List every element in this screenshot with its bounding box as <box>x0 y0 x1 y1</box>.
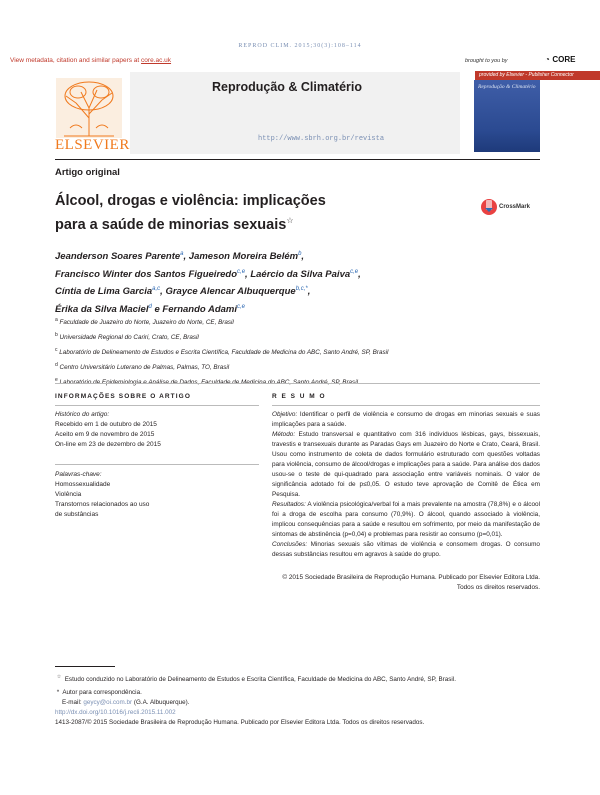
info-rule <box>55 405 259 406</box>
affiliation-key: d <box>55 362 58 369</box>
keywords-block <box>55 470 259 520</box>
crossmark-label[interactable]: CrossMark <box>499 204 531 210</box>
author-aff[interactable]: b <box>298 251 302 257</box>
affiliation-text: Centro Universitário Luterano de Palmas, Palmas, TO, Brasil <box>59 364 230 372</box>
history-online: On-line em 23 de dezembro de 2015 <box>55 441 161 448</box>
abstract-objetivo <box>272 410 540 430</box>
journal-reference: REPROD CLIM. 2015;30(3):108–114 <box>238 43 362 49</box>
footnote-study-text: Estudo conduzido no Laboratório de Delineamento de Estudos e Escrita Científica, Faculdade de Medicina do ABC, Santo André, SP, Brasil. <box>64 676 456 684</box>
footnote-rule <box>55 666 115 667</box>
author-aff[interactable]: d <box>148 303 152 310</box>
affiliation-key: c <box>55 347 58 354</box>
journal-cover-title: Reprodução & Climatério <box>478 84 536 90</box>
author-aff[interactable]: c,e <box>350 268 359 275</box>
footnote-star-mark: ☆ <box>56 674 62 680</box>
author-list <box>55 247 495 318</box>
resultados-label: Resultados: <box>272 501 306 508</box>
author-conjunction: e <box>154 304 160 316</box>
title-footnote-mark: ☆ <box>286 216 294 225</box>
elsevier-wordmark: ELSEVIER <box>55 137 130 153</box>
copyright-line2: Todos os direitos reservados. <box>456 584 540 591</box>
footnotes <box>55 672 540 728</box>
affiliation-item <box>55 314 535 329</box>
core-metadata-text: View metadata, citation and similar papers at <box>10 57 142 64</box>
affiliation-text: Laboratório de Delineamento de Estudos e Escrita Científica, Faculdade de Medicina do ABC, Santo André, SP, Brasil <box>59 349 389 357</box>
keyword: Transtornos relacionados ao uso <box>55 501 150 508</box>
journal-cover-image <box>474 80 540 152</box>
article-history <box>55 410 259 450</box>
objetivo-label: Objetivo: <box>272 411 298 418</box>
abstract-conclusoes <box>272 540 540 560</box>
affiliation-item <box>55 344 535 359</box>
author-aff[interactable]: a,c <box>152 286 161 293</box>
author-name: Jeanderson Soares Parente <box>55 251 181 263</box>
conclusoes-label: Conclusões: <box>272 541 308 548</box>
email-link[interactable]: geycy@oi.com.br <box>83 699 133 707</box>
resumo-header: R E S U M O <box>272 393 327 400</box>
core-logo-icon: ◔ <box>545 55 550 64</box>
affiliation-item <box>55 374 535 389</box>
objetivo-text: Identificar o perfil de violência e consumo de drogas em minorias sexuais e suas implicações para a saúde. <box>272 411 540 428</box>
author-separator: , <box>245 268 248 280</box>
footnote-email <box>55 698 540 708</box>
doi-link[interactable]: http://dx.doi.org/10.1016/j.recli.2015.11.002 <box>55 709 176 717</box>
metodo-label: Método: <box>272 431 296 438</box>
history-label: Histórico do artigo: <box>55 411 110 418</box>
author-name: Laércio da Silva Paiva <box>250 268 351 280</box>
author-separator: , <box>183 251 187 263</box>
resumo-rule <box>272 405 540 406</box>
author-name: Cíntia de Lima Garcia <box>55 286 153 298</box>
history-accepted: Aceito em 9 de novembro de 2015 <box>55 431 155 438</box>
author-name: Fernando Adami <box>162 304 238 316</box>
email-label: E-mail: <box>62 699 84 707</box>
author-aff[interactable]: c,e <box>237 303 246 310</box>
author-name: Francisco Winter dos Santos Figueiredo <box>55 268 238 280</box>
author-separator: , <box>301 251 305 263</box>
email-owner: (G.A. Albuquerque). <box>132 699 190 707</box>
author-separator: , <box>307 286 311 298</box>
footnote-doi <box>55 708 540 718</box>
abstract-copyright <box>272 573 540 593</box>
core-ac-uk-link[interactable]: core.ac.uk <box>141 57 172 64</box>
keyword: Violência <box>55 491 82 498</box>
author-aff[interactable]: b,c,* <box>295 286 308 293</box>
author-aff[interactable]: c,e <box>237 268 246 275</box>
footnote-corr-mark: * <box>56 689 60 697</box>
author-name: Grayce Alencar Albuquerque <box>165 286 296 298</box>
keyword: de substâncias <box>55 511 99 518</box>
author-name: Jameson Moreira Belém <box>188 251 299 263</box>
affiliation-item <box>55 359 535 374</box>
author-name: Érika da Silva Maciel <box>55 304 149 316</box>
core-metadata-link[interactable] <box>10 57 171 64</box>
author-separator: , <box>160 286 163 298</box>
footnote-study <box>55 672 540 685</box>
journal-name: Reprodução & Climatério <box>212 80 363 94</box>
affiliation-key: b <box>55 332 58 339</box>
affiliation-list <box>55 314 535 389</box>
elsevier-tree-logo <box>56 78 122 138</box>
author-separator: , <box>358 268 361 280</box>
affiliation-item <box>55 329 535 344</box>
core-logo-text: CORE <box>552 55 576 64</box>
footnote-corr-text: Autor para correspondência. <box>62 689 142 697</box>
provided-by-bar[interactable]: provided by Elsevier - Publisher Connector <box>475 71 600 80</box>
brought-by-label: brought to you by <box>465 58 508 64</box>
affiliation-text: Universidade Regional do Cariri, Crato, CE, Brasil <box>59 334 199 342</box>
keyword: Homossexualidade <box>55 481 111 488</box>
keywords-label: Palavras-chave: <box>55 471 102 478</box>
footnote-issn: 1413-2087/© 2015 Sociedade Brasileira de Reprodução Humana. Publicado por Elsevier Editora Ltda. Todos os direitos reservados. <box>55 719 425 727</box>
section-rule <box>55 383 540 384</box>
article-title-line2: para a saúde de minorias sexuais <box>55 216 287 233</box>
conclusoes-text: Minorias sexuais são vítimas de violência e consomem drogas. O consumo dessas substâncias resultou em agravos à saúde do grupo. <box>272 541 540 558</box>
affiliation-key: e <box>55 377 58 384</box>
footnote-correspondence <box>55 688 540 698</box>
history-received: Recebido em 1 de outubro de 2015 <box>55 421 157 428</box>
affiliation-text: Faculdade de Juazeiro do Norte, Juazeiro do Norte, CE, Brasil <box>59 319 234 327</box>
copyright-line1: © 2015 Sociedade Brasileira de Reprodução Humana. Publicado por Elsevier Editora Ltda. <box>282 574 540 581</box>
article-title-line1: Álcool, drogas e violência: implicações <box>55 193 326 209</box>
abstract-resultados <box>272 500 540 540</box>
resultados-text: A violência psicológica/verbal foi a mais prevalente na amostra (78,8%) e o álcool foi a droga de escolha para consumo (70,9%). O álcool, quando associado à violência, implicou consequências para a saúde e resultou em sofrimento, por meio da manifestação de sintomas de abstinência (p=0,04) e problemas para resistir ao consumo (p=0,01). <box>272 501 540 538</box>
article-info-header: INFORMAÇÕES SOBRE O ARTIGO <box>55 393 191 400</box>
header-rule <box>55 159 540 160</box>
abstract-metodo <box>272 430 540 500</box>
journal-url-link[interactable]: http://www.sbrh.org.br/revista <box>258 135 385 143</box>
article-section-label: Artigo original <box>55 167 120 178</box>
core-logo[interactable] <box>545 54 575 64</box>
info-separator <box>55 464 259 465</box>
article-title <box>55 192 435 235</box>
author-aff[interactable]: a <box>180 251 184 257</box>
abstract-body <box>272 410 540 560</box>
affiliation-key: a <box>55 317 58 323</box>
metodo-text: Estudo transversal e quantitativo com 316 indivíduos lésbicas, gays, bissexuais, travestis e transexuais durante as Paradas Gays em Juazeiro do Norte e Crato, Ceará, Brasil. Usou como instrumento de coleta de dados formulário estruturado com questões voltadas para violência, consumo de álcool/drogas e implicações para a saúde. Para análise dos dados usou-se o teste de qui-quadrado para associação entre variáveis nominais. O valor de significância adotado foi de p≤0,05. O estudo teve aprovação de Comitê de Ética em Pesquisa. <box>272 431 540 498</box>
